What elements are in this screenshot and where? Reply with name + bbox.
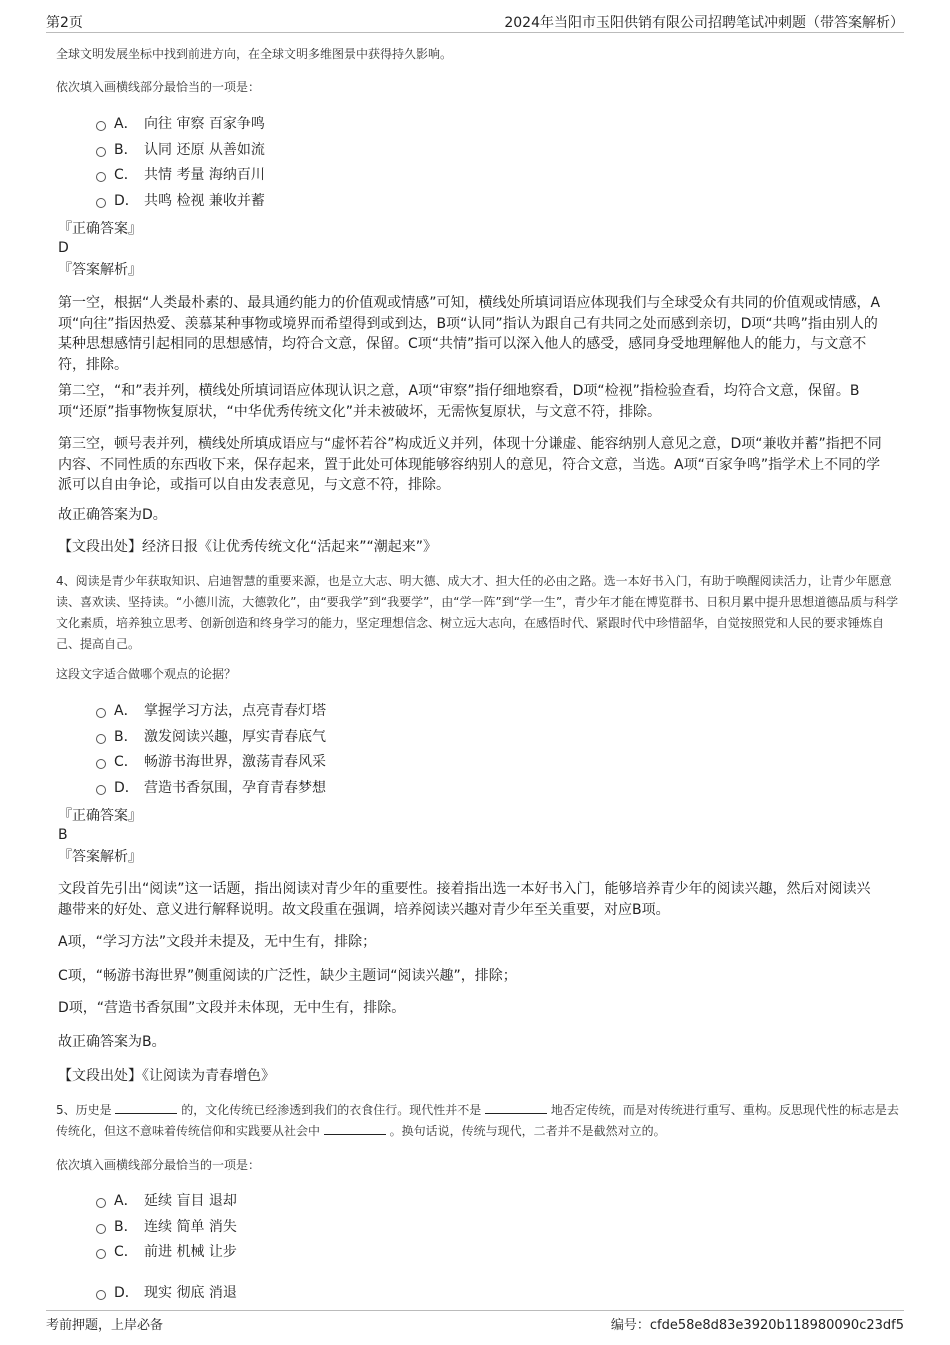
radio-icon[interactable] — [96, 734, 106, 744]
fill-blank — [115, 1101, 177, 1114]
question-3-stem-tail: 全球文明发展坐标中找到前进方向，在全球文明多维图景中获得持久影响。 — [56, 47, 453, 61]
option-letter: C． — [114, 167, 138, 183]
option-text: 延续 盲目 退却 — [144, 1193, 237, 1209]
page-number: 第2页 — [46, 15, 83, 31]
option-text: 连续 简单 消失 — [144, 1219, 237, 1235]
q3-option-d[interactable] — [96, 189, 265, 213]
option-text: 共鸣 检视 兼收并蓄 — [144, 193, 265, 209]
q4-analysis-label: 『答案解析』 — [58, 849, 142, 865]
q5-option-c[interactable] — [96, 1240, 237, 1264]
q4-answer: B — [58, 827, 68, 843]
footer-divider — [46, 1310, 904, 1311]
q4-analysis-paragraph: A项，“学习方法”文段并未提及，无中生有，排除； — [58, 934, 377, 950]
option-text: 畅游书海世界，激荡青春风采 — [144, 754, 326, 770]
question-4-prompt: 这段文字适合做哪个观点的论据？ — [56, 667, 237, 681]
option-letter: B． — [114, 1219, 138, 1235]
fill-blank — [324, 1122, 386, 1135]
radio-icon[interactable] — [96, 121, 106, 131]
q3-answer-label: 『正确答案』 — [58, 221, 142, 237]
option-text: 认同 还原 从善如流 — [144, 142, 265, 158]
q3-conclusion: 故正确答案为D。 — [58, 507, 167, 523]
option-letter: D． — [114, 780, 139, 796]
q3-option-c[interactable] — [96, 163, 265, 187]
q4-answer-label: 『正确答案』 — [58, 808, 142, 824]
option-text: 共情 考量 海纳百川 — [144, 167, 265, 183]
fill-blank — [485, 1101, 547, 1114]
q4-option-b[interactable] — [96, 725, 326, 749]
option-letter: A． — [114, 116, 138, 132]
radio-icon[interactable] — [96, 759, 106, 769]
q3-analysis-label: 『答案解析』 — [58, 262, 142, 278]
option-letter: B． — [114, 729, 138, 745]
option-letter: D． — [114, 193, 139, 209]
q4-option-a[interactable] — [96, 699, 326, 723]
radio-icon[interactable] — [96, 785, 106, 795]
option-letter: C． — [114, 754, 138, 770]
radio-icon[interactable] — [96, 1198, 106, 1208]
option-letter: B． — [114, 142, 138, 158]
question-5-stem: 5、历史是 的，文化传统已经渗透到我们的衣食住行。现代性并不是 地否定传统，而是对传统进行重写、重构。反思现代性的标志是去传统化，但这不意味着传统信仰和实践要从社会中 。换句话说，传统与现代，二者并不是截然对立的。 — [56, 1103, 899, 1138]
option-text: 现实 彻底 消退 — [144, 1285, 237, 1301]
radio-icon[interactable] — [96, 708, 106, 718]
q3-source: 【文段出处】经济日报《让优秀传统文化“活起来”“潮起来”》 — [58, 539, 438, 555]
question-3-prompt: 依次填入画横线部分最恰当的一项是： — [56, 80, 261, 94]
q3-option-b[interactable] — [96, 138, 265, 162]
option-text: 激发阅读兴趣，厚实青春底气 — [144, 729, 326, 745]
page-footer — [0, 1310, 950, 1345]
option-letter: A． — [114, 703, 138, 719]
q3-analysis-paragraph: 第二空，“和”表并列，横线处所填词语应体现认识之意，A项“审察”指仔细地察看，D项“检视”指检验查看，均符合文意，保留。B项“还原”指事物恢复原状，“中华优秀传统文化”并未被破坏，无需恢复原状，与文意不符，排除。 — [58, 383, 860, 420]
radio-icon[interactable] — [96, 147, 106, 157]
q3-analysis-paragraph: 第三空，顿号表并列，横线处所填成语应与“虚怀若谷”构成近义并列，体现十分谦虚、能容纳别人意见之意，D项“兼收并蓄”指把不同内容、不同性质的东西收下来，保存起来，置于此处可体现能够容纳别人的意见，符合文意，当选。A项“百家争鸣”指学术上不同的学派可以自由争论，或指可以自由发表意见，与文意不符，排除。 — [58, 436, 882, 493]
q4-option-c[interactable] — [96, 750, 326, 774]
radio-icon[interactable] — [96, 198, 106, 208]
footer-slogan: 考前押题，上岸必备 — [46, 1318, 164, 1333]
q5-option-b[interactable] — [96, 1215, 237, 1239]
radio-icon[interactable] — [96, 1249, 106, 1259]
option-letter: A． — [114, 1193, 138, 1209]
q4-source: 【文段出处】《让阅读为青春增色》 — [58, 1068, 275, 1084]
option-letter: D． — [114, 1285, 139, 1301]
document-title: 2024年当阳市玉阳供销有限公司招聘笔试冲刺题（带答案解析） — [504, 15, 904, 31]
radio-icon[interactable] — [96, 1224, 106, 1234]
option-text: 前进 机械 让步 — [144, 1244, 237, 1260]
q3-option-a[interactable] — [96, 112, 265, 136]
q3-answer: D — [58, 240, 69, 256]
q4-analysis-paragraph: D项，“营造书香氛围”文段并未体现，无中生有，排除。 — [58, 1000, 406, 1016]
header-divider — [46, 32, 904, 33]
q3-analysis-paragraph: 第一空，根据“人类最朴素的、最具通约能力的价值观或情感”可知，横线处所填词语应体现我们与全球受众有共同的价值观或情感，A项“向往”指因热爱、羡慕某种事物或境界而希望得到或到达，B项“认同”指认为跟自己有共同之处而感到亲切，D项“共鸣”指由别人的某种思想感情引起相同的思想感情，均符合文意，保留。C项“共情”指可以深入他人的感受，感同身受地理解他人的能力，与文意不符，排除。 — [58, 295, 881, 373]
q5-option-d[interactable] — [96, 1281, 237, 1305]
q5-option-a[interactable] — [96, 1189, 237, 1213]
question-4-stem: 4、阅读是青少年获取知识、启迪智慧的重要来源，也是立大志、明大德、成大才、担大任的必由之路。选一本好书入门，有助于唤醒阅读活力，让青少年愿意读、喜欢读、坚持读。“小德川流，大德敦化”，由“要我学”到“我要学”，由“学一阵”到“学一生”，青少年才能在博览群书、日积月累中提升思想道德品质与科学文化素质，培养独立思考、创新创造和终身学习的能力，坚定理想信念、树立远大志向，在感悟时代、紧跟时代中珍惜韶华，自觉按照党和人民的要求锤炼自己、提高自己。 — [56, 574, 899, 651]
document-id: 编号：cfde58e8d83e3920b118980090c23df5 — [610, 1318, 904, 1333]
option-text: 营造书香氛围，孕育青春梦想 — [144, 780, 326, 796]
option-letter: C． — [114, 1244, 138, 1260]
q4-analysis-paragraph: 文段首先引出“阅读”这一话题，指出阅读对青少年的重要性。接着指出选一本好书入门，能够培养青少年的阅读兴趣，然后对阅读兴趣带来的好处、意义进行解释说明。故文段重在强调，培养阅读兴趣对青少年至关重要，对应B项。 — [58, 881, 871, 918]
option-text: 掌握学习方法，点亮青春灯塔 — [144, 703, 326, 719]
question-5-prompt: 依次填入画横线部分最恰当的一项是： — [56, 1158, 261, 1172]
radio-icon[interactable] — [96, 1290, 106, 1300]
option-text: 向往 审察 百家争鸣 — [144, 116, 265, 132]
q4-conclusion: 故正确答案为B。 — [58, 1034, 166, 1050]
q4-analysis-paragraph: C项，“畅游书海世界”侧重阅读的广泛性，缺少主题词“阅读兴趣”，排除； — [58, 968, 517, 984]
page-header — [0, 0, 950, 33]
q4-option-d[interactable] — [96, 776, 326, 800]
radio-icon[interactable] — [96, 172, 106, 182]
